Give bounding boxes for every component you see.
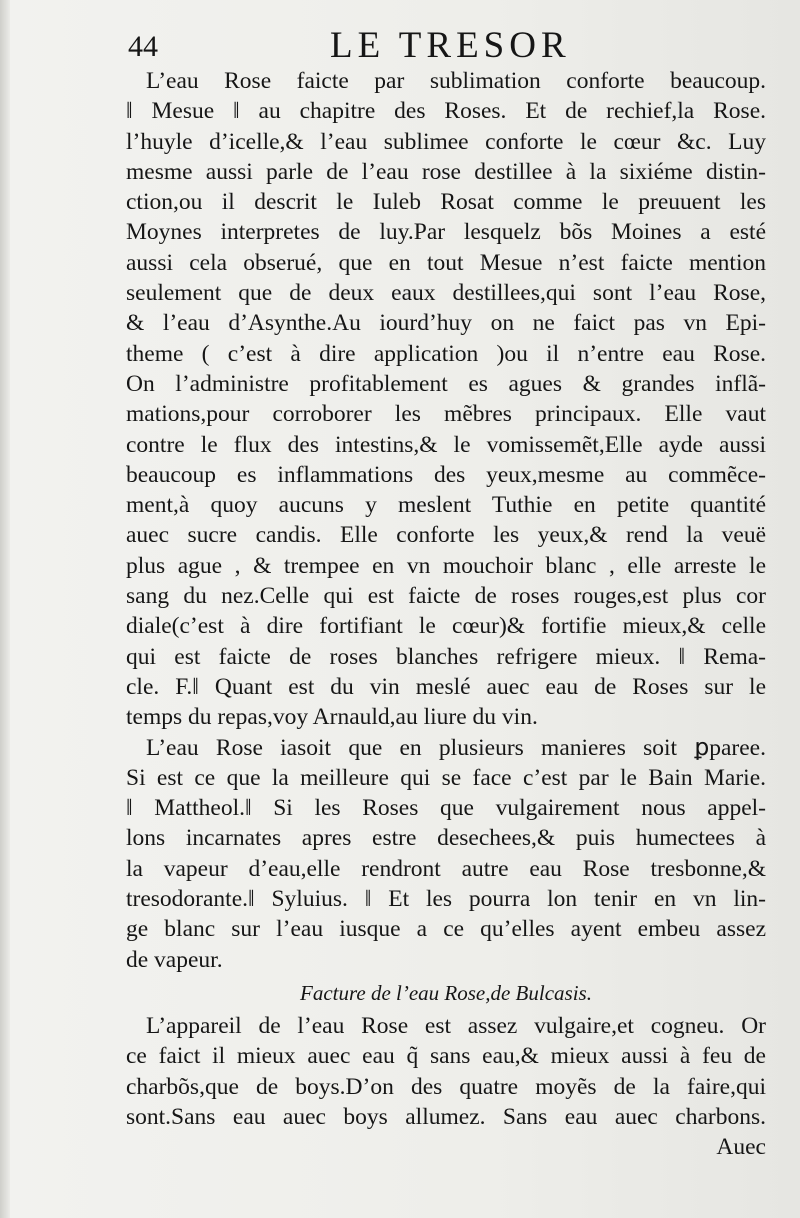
text-line: L’eau Rose iasoit que en plusieurs manieres soit ꝑparee.	[146, 734, 766, 761]
catchword: Auec	[716, 1134, 766, 1161]
text-line: plus ague , & trempee en vn mouchoir blanc , elle arreste le	[126, 552, 766, 579]
text-line: cle. F.‖ Quant est du vin meslé auec eau de Roses sur le	[126, 673, 766, 700]
body-text	[126, 66, 766, 1162]
text-line: contre le flux des intestins,& le vomissemẽt,Elle ayde aussi	[126, 431, 766, 458]
page-header	[122, 20, 782, 64]
text-line: On l’administre profitablement es agues & grandes inflã-	[126, 370, 766, 397]
text-line: temps du repas,voy Arnauld,au liure du vin.	[126, 704, 538, 731]
text-line: ‖ Mattheol.‖ Si les Roses que vulgairement nous appel-	[126, 795, 766, 822]
text-line: Si est ce que la meilleure qui se face c’est par le Bain Marie.	[126, 764, 766, 791]
text-line: charbõs,que de boys.D’on des quatre moyẽs de la faire,qui	[126, 1073, 766, 1100]
text-line: diale(c’est à dire fortifiant le cœur)& fortifie mieux,& celle	[126, 613, 766, 640]
text-line: ce faict il mieux auec eau q̃ sans eau,& mieux aussi à feu de	[126, 1043, 766, 1070]
text-line: mations,pour corroborer les mẽbres principaux. Elle vaut	[126, 401, 766, 428]
text-line: lons incarnates apres estre desechees,& puis humectees à	[126, 825, 766, 852]
text-line: tresodorante.‖ Syluius. ‖ Et les pourra lon tenir en vn lin-	[126, 886, 766, 913]
text-line: & l’eau d’Asynthe.Au iourd’huy on ne faict pas vn Epi-	[126, 310, 766, 337]
text-line: qui est faicte de roses blanches refrigere mieux. ‖ Rema-	[126, 643, 766, 670]
page-gutter	[0, 0, 10, 1218]
text-line: theme ( c’est à dire application )ou il n’entre eau Rose.	[126, 340, 766, 367]
page-number: 44	[128, 30, 158, 63]
text-line: ction,ou il descrit le Iuleb Rosat comme le preuuent les	[126, 189, 766, 216]
running-head: LE TRESOR	[330, 25, 571, 66]
section-heading: Facture de l’eau Rose,de Bulcasis.	[300, 980, 592, 1005]
text-line: ge blanc sur l’eau iusque a ce qu’elles ayent embeu assez	[126, 916, 766, 943]
text-line: L’eau Rose faicte par sublimation conforte beaucoup.	[146, 68, 766, 94]
text-line: seulement que de deux eaux destillees,qui sont l’eau Rose,	[126, 280, 766, 307]
text-line: l’huyle d’icelle,& l’eau sublimee conforte le cœur &c. Luy	[126, 128, 766, 155]
text-line: la vapeur d’eau,elle rendront autre eau Rose tresbonne,&	[126, 855, 766, 882]
text-line: aussi cela obserué, que en tout Mesue n’est faicte mention	[126, 249, 766, 276]
text-line: de vapeur.	[126, 946, 223, 973]
text-line: auec sucre candis. Elle conforte les yeux,& rend la veuë	[126, 522, 766, 549]
text-line: mesme aussi parle de l’eau rose destillee à la sixiéme distin-	[126, 158, 766, 185]
text-line: Moynes interpretes de luy.Par lesquelz bõs Moines a esté	[126, 219, 766, 246]
text-line: sang du nez.Celle qui est faicte de roses rouges,est plus cor	[126, 583, 766, 610]
text-line: L’appareil de l’eau Rose est assez vulgaire,et cogneu. Or	[146, 1012, 766, 1039]
text-line: beaucoup es inflammations des yeux,mesme au commẽce-	[126, 461, 766, 488]
text-line: ‖ Mesue ‖ au chapitre des Roses. Et de rechief,la Rose.	[126, 98, 766, 125]
text-line: sont.Sans eau auec boys allumez. Sans eau auec charbons.	[126, 1103, 766, 1130]
text-line: ment,à quoy aucuns y meslent Tuthie en petite quantité	[126, 492, 766, 519]
